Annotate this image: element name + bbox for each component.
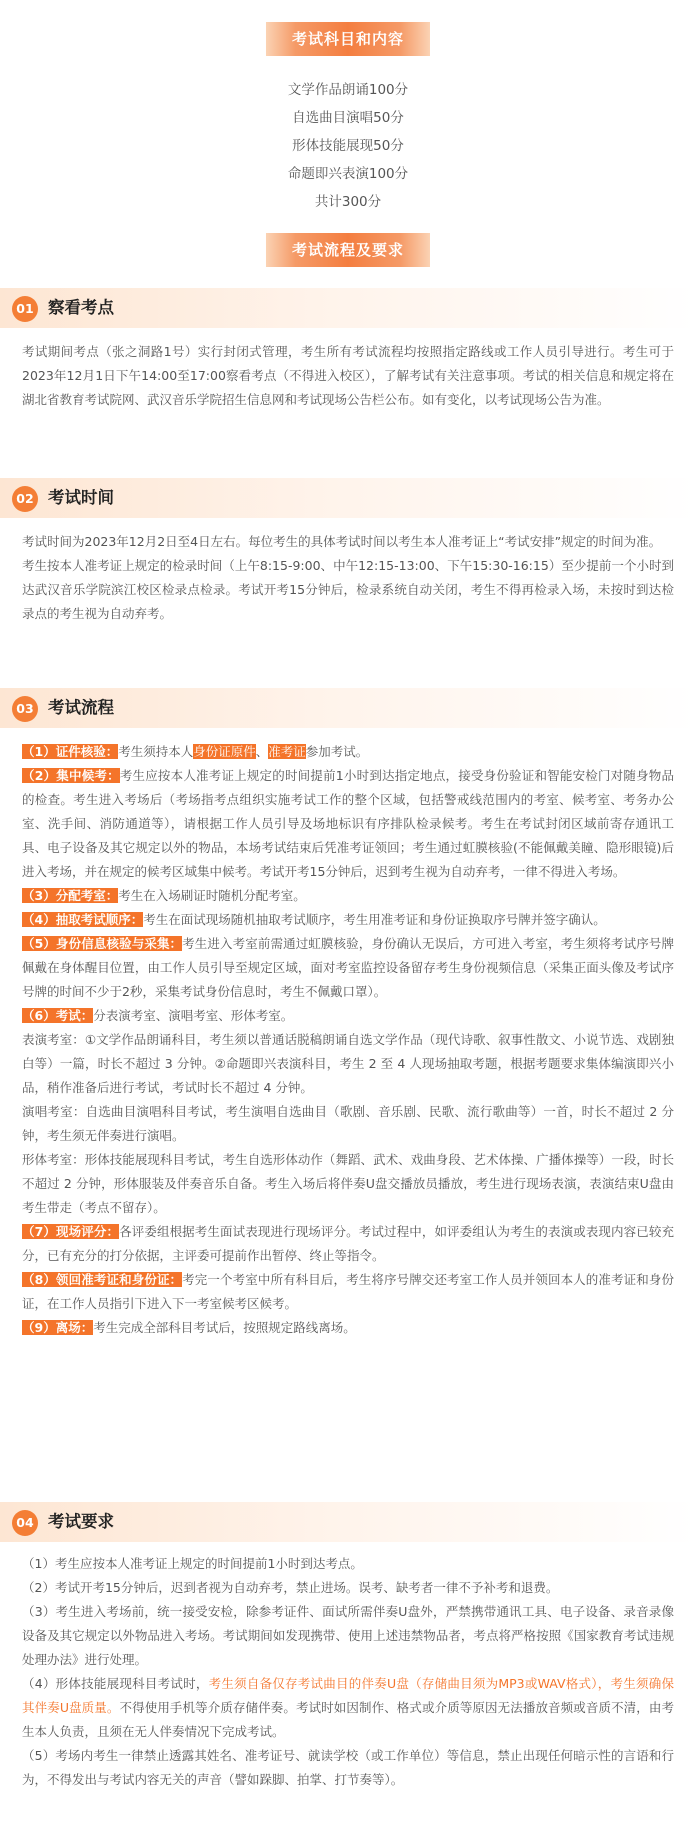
section-number-badge: 04: [12, 1510, 38, 1536]
process-step: [22, 1220, 674, 1268]
process-step: [22, 908, 674, 932]
section-number-badge: 01: [12, 296, 38, 322]
section-number-badge: 02: [12, 486, 38, 512]
section-title: 察看考点: [48, 298, 114, 317]
section-number-badge: 03: [12, 696, 38, 722]
process-step: [22, 1004, 674, 1028]
step-label: （3）分配考室：: [22, 888, 119, 903]
exam-room-performance: 表演考室：①文学作品朗诵科目，考生须以普通话脱稿朗诵自选文学作品（现代诗歌、叙事性散文、小说节选、戏剧独白等）一篇，时长不超过 3 分钟。②命题即兴表演科目，考生 2 至 4 人现场抽取考题，根据考题要求集体编演即兴小品，稍作准备后进行考试，考试时长不超过 4 分钟。: [22, 1032, 674, 1095]
step-text: 参加考试。: [305, 744, 369, 759]
highlight-admission-ticket: 准考证: [268, 744, 306, 759]
subjects-banner: 考试科目和内容: [266, 22, 430, 56]
step-text: 分表演考室、演唱考室、形体考室。: [93, 1008, 294, 1023]
process-step: [22, 932, 674, 1004]
subject-item: 形体技能展现50分: [292, 138, 404, 154]
step-text: 考生须持本人: [118, 744, 194, 759]
step-text: 考生在面试现场随机抽取考试顺序，考生用准考证和身份证换取序号牌并签字确认。: [143, 912, 606, 927]
process-step: [22, 1316, 674, 1340]
step-text: 考完一个考室中所有科目后，考生将序号牌交还考室工作人员并领回本人的准考证和身份证，在工作人员指引下进入下一考室候考区候考。: [22, 1272, 674, 1311]
process-step: [22, 740, 674, 764]
step-label: （8）领回准考证和身份证：: [22, 1272, 183, 1287]
step-text: 考生完成全部科目考试后，按照规定路线离场。: [93, 1320, 356, 1335]
section-title: 考试流程: [48, 698, 114, 717]
process-step: [22, 764, 674, 884]
paragraph: 考试时间为2023年12月2日至4日左右。每位考生的具体考试时间以考生本人准考证上“考试安排”规定的时间为准。: [22, 534, 662, 549]
section-header-1: [0, 288, 696, 328]
step-text: 考生应按本人准考证上规定的时间提前1小时到达指定地点，接受身份验证和智能安检门对随身物品的检查。考生进入考场后（考场指考点组织实施考试工作的整个区域，包括警戒线范围内的考室、候考室、考务办公室、洗手间、消防通道等），请根据工作人员引导及场地标识有序排队检录候考。考生在考试封闭区域前寄存通讯工具、电子设备及其它规定以外的物品，本场考试结束后凭准考证领回；考生通过虹膜核验(不能佩戴美瞳、隐形眼镜)后进入考场，并在规定的候考区域集中候考。考试开考15分钟后，迟到考生视为自动弃考，一律不得进入考场。: [22, 768, 674, 879]
subjects-list: [0, 76, 696, 216]
step-label: （7）现场评分：: [22, 1224, 120, 1239]
section-title: 考试要求: [48, 1512, 114, 1531]
step-text: 各评委组根据考生面试表现进行现场评分。考试过程中，如评委组认为考生的表演或表现内容已较充分，已有充分的打分依据，主评委可提前作出暂停、终止等指令。: [22, 1224, 674, 1263]
subject-item: 自选曲目演唱50分: [292, 110, 404, 126]
requirement-text: 不得使用手机等介质存储伴奏。考试时如因制作、格式或介质等原因无法播放音频或音质不清，由考生本人负责，且须在无人伴奏情况下完成考试。: [22, 1700, 674, 1739]
exam-room-physical: 形体考室：形体技能展现科目考试，考生自选形体动作（舞蹈、武术、戏曲身段、艺术体操、广播体操等）一段，时长不超过 2 分钟，形体服装及伴奏音乐自备。考生入场后将伴奏U盘交播放员播放，考生进行现场表演，表演结束U盘由考生带走（考点不留存）。: [22, 1152, 674, 1215]
subject-item: 共计300分: [314, 194, 382, 210]
requirement-emphasis: 考生须自备仅存考试曲目的伴奏U盘（存储曲目须为MP3或WAV格式），考生须确保其伴奏U盘质量。: [22, 1676, 674, 1715]
requirement-item: （3）考生进入考场前，统一接受安检，除参考证件、面试所需伴奏U盘外，严禁携带通讯工具、电子设备、录音录像设备及其它规定以外物品进入考场。考试期间如发现携带、使用上述违禁物品者，考点将严格按照《国家教育考试违规处理办法》进行处理。: [22, 1604, 674, 1667]
step-label: （9）离场：: [22, 1320, 94, 1335]
requirement-item: （5）考场内考生一律禁止透露其姓名、准考证号、就读学校（或工作单位）等信息，禁止出现任何暗示性的言语和行为，不得发出与考试内容无关的声音（譬如跺脚、拍掌、打节奏等）。: [22, 1748, 674, 1787]
requirement-item: [22, 1672, 674, 1744]
paragraph: 考试期间考点（张之洞路1号）实行封闭式管理，考生所有考试流程均按照指定路线或工作人员引导进行。考生可于2023年12月1日下午14:00至17:00察看考点（不得进入校区），了解考试有关注意事项。考试的相关信息和规定将在湖北省教育考试院网、武汉音乐学院招生信息网和考试现场公告栏公布。如有变化，以考试现场公告为准。: [22, 344, 674, 407]
requirement-text: （4）形体技能展现科目考试时，: [22, 1676, 209, 1691]
subject-item: 文学作品朗诵100分: [287, 82, 409, 98]
section-header-2: [0, 478, 696, 518]
section-body-3: [22, 740, 674, 1340]
section-header-3: [0, 688, 696, 728]
paragraph: 考生按本人准考证上规定的检录时间（上午8:15-9:00、中午12:15-13:00、下午15:30-16:15）至少提前一个小时到达武汉音乐学院滨江校区检录点检录。考试开考15分钟后，检录系统自动关闭，考生不得再检录入场，未按时到达检录点的考生视为自动弃考。: [22, 558, 674, 621]
exam-room-singing: 演唱考室：自选曲目演唱科目考试，考生演唱自选曲目（歌剧、音乐剧、民歌、流行歌曲等）一首，时长不超过 2 分钟，考生须无伴奏进行演唱。: [22, 1104, 674, 1143]
step-label: （4）抽取考试顺序：: [22, 912, 144, 927]
process-step: [22, 884, 674, 908]
section-header-4: [0, 1502, 696, 1542]
subject-item: 命题即兴表演100分: [287, 166, 409, 182]
step-label: （2）集中候考：: [22, 768, 120, 783]
section-body-2: [22, 530, 674, 626]
process-banner: 考试流程及要求: [266, 233, 430, 267]
step-label: （6）考试：: [22, 1008, 94, 1023]
step-text: 考生在入场刷证时随机分配考室。: [118, 888, 306, 903]
section-title: 考试时间: [48, 488, 114, 507]
requirement-item: （2）考试开考15分钟后，迟到者视为自动弃考，禁止进场。误考、缺考者一律不予补考和退费。: [22, 1580, 559, 1595]
step-label: （5）身份信息核验与采集：: [22, 936, 183, 951]
highlight-id-card: 身份证原件: [193, 744, 256, 759]
step-label: （1）证件核验：: [22, 744, 119, 759]
process-step: [22, 1268, 674, 1316]
separator: 、: [255, 744, 269, 759]
section-body-1: [22, 340, 674, 412]
requirement-item: （1）考生应按本人准考证上规定的时间提前1小时到达考点。: [22, 1556, 363, 1571]
step-text: 考生进入考室前需通过虹膜核验，身份确认无误后，方可进入考室，考生须将考试序号牌佩戴在身体醒目位置，由工作人员引导至规定区域，面对考室监控设备留存考生身份视频信息（采集正面头像及考试序号牌的时间不少于2秒，采集考试身份信息时，考生不佩戴口罩）。: [22, 936, 674, 999]
section-body-4: [22, 1552, 674, 1792]
